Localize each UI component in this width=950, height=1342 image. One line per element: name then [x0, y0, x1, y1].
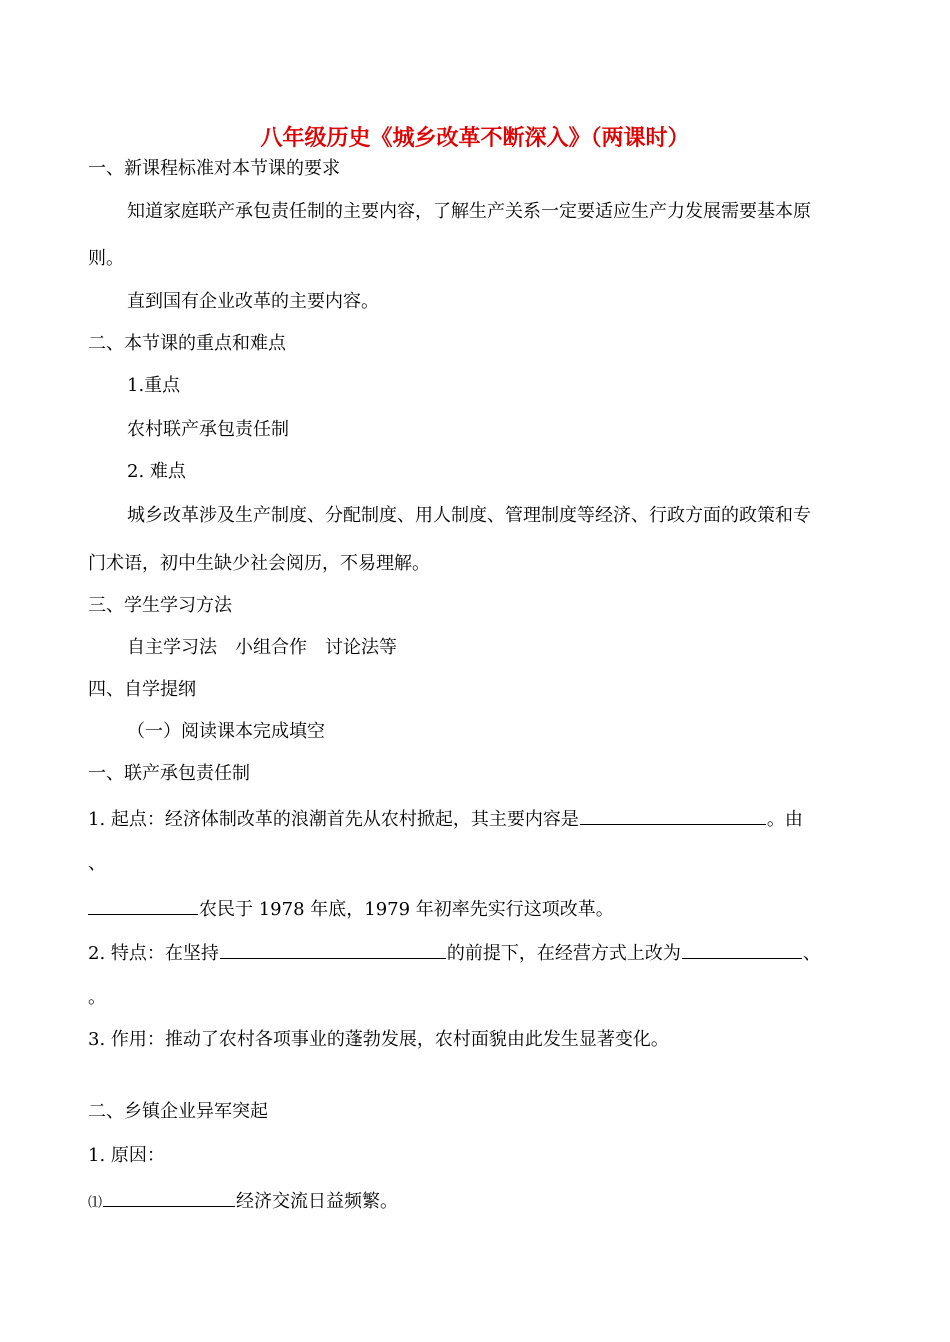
question-2-text-mid: 的前提下，在经营方式上改为: [446, 943, 681, 964]
question-1-text: 1. 起点：经济体制改革的浪潮首先从农村掀起，其主要内容是: [88, 809, 579, 830]
part-2-item-1-text: 经济交流日益频繁。: [236, 1191, 398, 1212]
section-2-heading: 二、本节课的重点和难点: [88, 333, 286, 354]
fill-blank[interactable]: [682, 940, 802, 959]
part-2-heading: 二、乡镇企业异军突起: [88, 1101, 268, 1122]
item-number: ⑴: [88, 1195, 102, 1211]
key-point-text: 农村联产承包责任制: [127, 419, 289, 440]
question-1-text-end: 。由: [766, 809, 803, 830]
section-3-heading: 三、学生学习方法: [88, 595, 232, 616]
question-1-cont-text: 农民于 1978 年底，1979 年初率先实行这项改革。: [199, 899, 614, 920]
question-3: 3. 作用：推动了农村各项事业的蓬勃发展，农村面貌由此发生显著变化。: [88, 1029, 669, 1050]
part-2-item-1: [88, 1188, 398, 1215]
section-1-paragraph-1-cont: 则。: [88, 248, 124, 269]
section-4-subheading: （一）阅读课本完成填空: [127, 721, 325, 742]
fill-blank[interactable]: [580, 806, 766, 825]
section-4-heading: 四、自学提纲: [88, 679, 196, 700]
fill-blank[interactable]: [220, 940, 446, 959]
difficulty-label: 2. 难点: [127, 461, 186, 482]
page-title: 八年级历史《城乡改革不断深入》（两课时）: [260, 125, 690, 151]
part-1-heading: 一、联产承包责任制: [88, 763, 250, 784]
section-1-paragraph-1: 知道家庭联产承包责任制的主要内容，了解生产关系一定要适应生产力发展需要基本原: [127, 201, 811, 222]
question-2: [88, 940, 821, 966]
question-2-text-end: 、: [802, 943, 821, 964]
study-methods: 自主学习法 小组合作 讨论法等: [127, 637, 397, 658]
question-1-cont: [88, 896, 614, 922]
question-1: [88, 806, 803, 832]
difficulty-text: 城乡改革涉及生产制度、分配制度、用人制度、管理制度等经济、行政方面的政策和专: [127, 505, 811, 526]
difficulty-text-cont: 门术语，初中生缺少社会阅历，不易理解。: [88, 553, 430, 574]
section-1-heading: 一、新课程标准对本节课的要求: [88, 158, 340, 179]
key-point-label: 1.重点: [127, 375, 181, 396]
question-1-mark: 、: [88, 853, 106, 874]
question-2-end: 。: [88, 987, 106, 1008]
part-2-question-1: 1. 原因：: [88, 1145, 165, 1166]
section-1-paragraph-2: 直到国有企业改革的主要内容。: [127, 291, 379, 312]
question-2-text: 2. 特点：在坚持: [88, 943, 219, 964]
fill-blank[interactable]: [103, 1188, 235, 1207]
fill-blank[interactable]: [88, 896, 198, 915]
